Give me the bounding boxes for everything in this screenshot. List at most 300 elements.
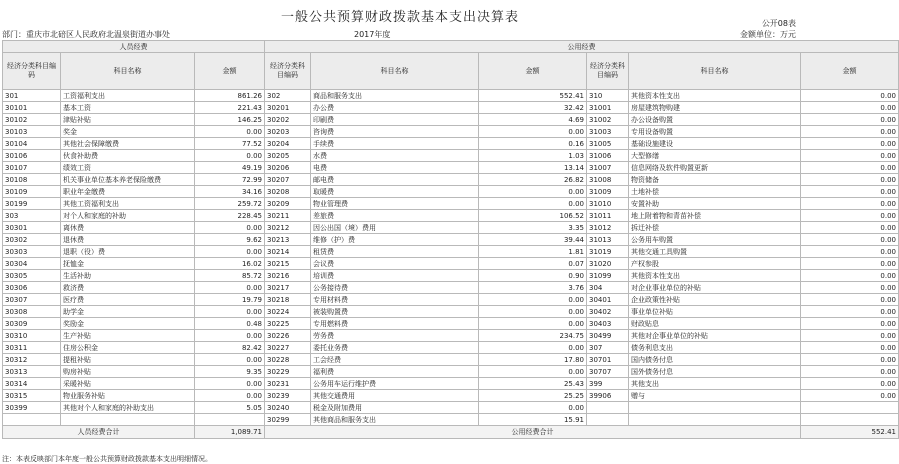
item-name: [61, 414, 195, 426]
item-code: 39906: [587, 390, 629, 402]
header-amount: 金额: [195, 53, 265, 90]
item-name: 租赁费: [311, 246, 479, 258]
item-code: 30202: [265, 114, 311, 126]
item-amount: 0.00: [479, 294, 587, 306]
item-amount: 0.00: [801, 294, 899, 306]
header-amount: 金额: [801, 53, 899, 90]
item-amount: 228.45: [195, 210, 265, 222]
personnel-total-label: 人员经费合计: [3, 426, 195, 439]
item-name: 邮电费: [311, 174, 479, 186]
item-code: 31003: [587, 126, 629, 138]
item-code: 30208: [265, 186, 311, 198]
item-amount: 0.00: [195, 330, 265, 342]
item-amount: 0.00: [195, 354, 265, 366]
item-code: 30399: [3, 402, 61, 414]
table-row: [3, 246, 899, 258]
item-amount: 0.00: [801, 282, 899, 294]
item-amount: 0.00: [801, 90, 899, 102]
item-code: 30206: [265, 162, 311, 174]
item-amount: 552.41: [479, 90, 587, 102]
item-amount: 0.00: [801, 366, 899, 378]
header-code: 经济分类科目编码: [265, 53, 311, 90]
item-code: 30401: [587, 294, 629, 306]
item-code: 30204: [265, 138, 311, 150]
item-code: 31012: [587, 222, 629, 234]
item-amount: 0.00: [801, 222, 899, 234]
item-amount: 259.72: [195, 198, 265, 210]
item-name: 委托业务费: [311, 342, 479, 354]
item-name: 其他资本性支出: [629, 270, 801, 282]
fiscal-year: 2017年度: [354, 30, 391, 39]
item-amount: 0.00: [479, 126, 587, 138]
item-name: 公务用车运行维护费: [311, 378, 479, 390]
item-amount: 0.00: [801, 390, 899, 402]
item-amount: 0.00: [195, 126, 265, 138]
table-row: [3, 186, 899, 198]
public-total-value: 552.41: [801, 426, 899, 439]
item-amount: [801, 402, 899, 414]
item-code: 30225: [265, 318, 311, 330]
item-name: 对企业事业单位的补贴: [629, 282, 801, 294]
item-code: 303: [3, 210, 61, 222]
table-row: [3, 210, 899, 222]
footnote: 注：本表反映部门本年度一般公共预算财政拨款基本支出明细情况。: [2, 455, 212, 463]
item-amount: 0.00: [479, 186, 587, 198]
item-code: 30239: [265, 390, 311, 402]
item-amount: 16.02: [195, 258, 265, 270]
item-amount: 4.69: [479, 114, 587, 126]
table-row: [3, 318, 899, 330]
item-code: 30303: [3, 246, 61, 258]
table-row: [3, 234, 899, 246]
item-code: [3, 414, 61, 426]
header-code: 经济分类科目编码: [3, 53, 61, 90]
item-code: 30228: [265, 354, 311, 366]
item-code: 30299: [265, 414, 311, 426]
item-code: 30209: [265, 198, 311, 210]
item-code: 30499: [587, 330, 629, 342]
item-amount: 0.07: [479, 258, 587, 270]
item-amount: 0.00: [801, 126, 899, 138]
item-code: 302: [265, 90, 311, 102]
item-code: [587, 414, 629, 426]
item-name: 安置补助: [629, 198, 801, 210]
item-code: 30305: [3, 270, 61, 282]
item-name: 咨询费: [311, 126, 479, 138]
expenditure-table: [2, 40, 899, 439]
item-amount: 19.79: [195, 294, 265, 306]
item-amount: 106.52: [479, 210, 587, 222]
item-name: 其他工资福利支出: [61, 198, 195, 210]
item-name: 税金及附加费用: [311, 402, 479, 414]
item-name: 办公设备购置: [629, 114, 801, 126]
table-row: [3, 90, 899, 102]
item-amount: 9.35: [195, 366, 265, 378]
item-code: 30314: [3, 378, 61, 390]
item-amount: 0.00: [801, 210, 899, 222]
item-amount: 13.14: [479, 162, 587, 174]
item-amount: 1.81: [479, 246, 587, 258]
item-name: 取暖费: [311, 186, 479, 198]
item-name: 债务利息支出: [629, 342, 801, 354]
item-name: 医疗费: [61, 294, 195, 306]
item-amount: 0.00: [801, 138, 899, 150]
item-code: 31020: [587, 258, 629, 270]
item-code: 31099: [587, 270, 629, 282]
item-code: 30308: [3, 306, 61, 318]
item-name: 因公出国（境）费用: [311, 222, 479, 234]
header-name: 科目名称: [311, 53, 479, 90]
item-code: 30402: [587, 306, 629, 318]
item-name: 助学金: [61, 306, 195, 318]
item-code: 31010: [587, 198, 629, 210]
item-code: 30231: [265, 378, 311, 390]
item-code: 30218: [265, 294, 311, 306]
section-header-row: [3, 41, 899, 53]
table-row: [3, 402, 899, 414]
item-code: [587, 402, 629, 414]
item-name: 企业政策性补贴: [629, 294, 801, 306]
item-name: 福利费: [311, 366, 479, 378]
item-amount: 0.16: [479, 138, 587, 150]
item-name: 奖励金: [61, 318, 195, 330]
table-row: [3, 342, 899, 354]
item-amount: 0.00: [801, 234, 899, 246]
item-code: 30403: [587, 318, 629, 330]
form-number: 公开08表: [761, 19, 796, 28]
item-amount: 15.91: [479, 414, 587, 426]
item-code: 30108: [3, 174, 61, 186]
item-amount: 0.00: [801, 114, 899, 126]
item-code: 301: [3, 90, 61, 102]
item-amount: 0.00: [479, 402, 587, 414]
item-name: 事业单位补贴: [629, 306, 801, 318]
item-name: 公务用车购置: [629, 234, 801, 246]
item-name: 其他商品和服务支出: [311, 414, 479, 426]
item-code: 30226: [265, 330, 311, 342]
item-amount: 39.44: [479, 234, 587, 246]
item-amount: 0.00: [479, 342, 587, 354]
item-amount: 0.90: [479, 270, 587, 282]
totals-row: [3, 426, 899, 439]
item-amount: 234.75: [479, 330, 587, 342]
item-name: 离休费: [61, 222, 195, 234]
table-row: [3, 126, 899, 138]
item-name: 被装购置费: [311, 306, 479, 318]
item-amount: 0.00: [195, 378, 265, 390]
item-name: 专用设备购置: [629, 126, 801, 138]
item-amount: 0.00: [195, 150, 265, 162]
item-amount: 0.00: [801, 318, 899, 330]
item-code: 30201: [265, 102, 311, 114]
item-amount: 0.00: [801, 186, 899, 198]
item-name: 公务接待费: [311, 282, 479, 294]
item-name: 生活补助: [61, 270, 195, 282]
item-code: 30213: [265, 234, 311, 246]
item-amount: 0.00: [801, 198, 899, 210]
item-name: 其他对企事业单位的补贴: [629, 330, 801, 342]
item-name: 信息网络及软件购置更新: [629, 162, 801, 174]
item-amount: 0.00: [801, 246, 899, 258]
table-row: [3, 294, 899, 306]
item-code: 30313: [3, 366, 61, 378]
item-name: 其他社会保障缴费: [61, 138, 195, 150]
item-amount: 26.82: [479, 174, 587, 186]
header-name: 科目名称: [61, 53, 195, 90]
item-name: 维修（护）费: [311, 234, 479, 246]
item-code: 30107: [3, 162, 61, 174]
personnel-total-value: 1,089.71: [195, 426, 265, 439]
item-amount: 221.43: [195, 102, 265, 114]
table-row: [3, 114, 899, 126]
table-row: [3, 366, 899, 378]
column-header-row: [3, 53, 899, 90]
item-name: 差旅费: [311, 210, 479, 222]
item-code: 30102: [3, 114, 61, 126]
item-name: 生产补贴: [61, 330, 195, 342]
item-amount: 0.00: [479, 198, 587, 210]
table-row: [3, 162, 899, 174]
section-personnel: 人员经费: [3, 41, 265, 53]
table-row: [3, 258, 899, 270]
item-name: 其他支出: [629, 378, 801, 390]
department-label: 部门：重庆市北碚区人民政府北温泉街道办事处: [2, 30, 170, 39]
item-name: 抚恤金: [61, 258, 195, 270]
table-row: [3, 306, 899, 318]
item-amount: 0.00: [801, 162, 899, 174]
item-amount: 0.00: [801, 174, 899, 186]
item-amount: 0.00: [801, 330, 899, 342]
item-name: 商品和服务支出: [311, 90, 479, 102]
item-amount: 861.26: [195, 90, 265, 102]
item-amount: 0.48: [195, 318, 265, 330]
item-code: 31007: [587, 162, 629, 174]
item-amount: 0.00: [801, 258, 899, 270]
table-title: 一般公共预算财政拨款基本支出决算表: [280, 10, 519, 25]
item-code: 30227: [265, 342, 311, 354]
item-code: 31013: [587, 234, 629, 246]
item-name: 津贴补贴: [61, 114, 195, 126]
table-row: [3, 102, 899, 114]
table-row: [3, 270, 899, 282]
item-name: 培训费: [311, 270, 479, 282]
item-amount: [801, 414, 899, 426]
item-amount: 25.43: [479, 378, 587, 390]
public-total-label: 公用经费合计: [265, 426, 801, 439]
item-name: 会议费: [311, 258, 479, 270]
item-name: 印刷费: [311, 114, 479, 126]
item-name: 国内债务付息: [629, 354, 801, 366]
item-name: 劳务费: [311, 330, 479, 342]
item-name: 绩效工资: [61, 162, 195, 174]
item-amount: 3.35: [479, 222, 587, 234]
item-code: 30101: [3, 102, 61, 114]
item-code: 30103: [3, 126, 61, 138]
item-name: 基本工资: [61, 102, 195, 114]
item-amount: 0.00: [479, 306, 587, 318]
item-code: 30214: [265, 246, 311, 258]
item-amount: 77.52: [195, 138, 265, 150]
item-amount: 0.00: [801, 342, 899, 354]
item-amount: 0.00: [479, 366, 587, 378]
item-amount: [195, 414, 265, 426]
item-name: 拆迁补偿: [629, 222, 801, 234]
item-code: 30199: [3, 198, 61, 210]
item-name: 房屋建筑物购建: [629, 102, 801, 114]
item-code: 30109: [3, 186, 61, 198]
table-row: [3, 150, 899, 162]
item-code: 30701: [587, 354, 629, 366]
item-code: 30212: [265, 222, 311, 234]
item-amount: 5.05: [195, 402, 265, 414]
item-name: 工资福利支出: [61, 90, 195, 102]
info-bar: [2, 29, 798, 40]
item-name: 物业服务补贴: [61, 390, 195, 402]
item-name: 地上附着物和青苗补偿: [629, 210, 801, 222]
item-code: 30211: [265, 210, 311, 222]
item-name: 电费: [311, 162, 479, 174]
item-name: 职业年金缴费: [61, 186, 195, 198]
item-code: 30205: [265, 150, 311, 162]
item-amount: 72.99: [195, 174, 265, 186]
item-name: 其他交通工具购置: [629, 246, 801, 258]
item-amount: 146.25: [195, 114, 265, 126]
table-row: [3, 390, 899, 402]
item-name: 大型修缮: [629, 150, 801, 162]
item-amount: 0.00: [195, 306, 265, 318]
item-name: 其他对个人和家庭的补助支出: [61, 402, 195, 414]
item-code: 30106: [3, 150, 61, 162]
item-amount: 85.72: [195, 270, 265, 282]
section-public: 公用经费: [265, 41, 899, 53]
item-name: 采暖补贴: [61, 378, 195, 390]
item-amount: 82.42: [195, 342, 265, 354]
item-code: 31006: [587, 150, 629, 162]
item-amount: 49.19: [195, 162, 265, 174]
item-code: 30310: [3, 330, 61, 342]
item-name: 产权参股: [629, 258, 801, 270]
item-code: 31008: [587, 174, 629, 186]
item-code: 307: [587, 342, 629, 354]
item-name: 专用燃料费: [311, 318, 479, 330]
item-code: 30229: [265, 366, 311, 378]
table-row: [3, 138, 899, 150]
table-row: [3, 222, 899, 234]
table-row: [3, 174, 899, 186]
item-name: 其他资本性支出: [629, 90, 801, 102]
item-amount: 17.80: [479, 354, 587, 366]
item-name: 提租补贴: [61, 354, 195, 366]
item-code: 30302: [3, 234, 61, 246]
item-code: 31005: [587, 138, 629, 150]
item-code: 30304: [3, 258, 61, 270]
amount-unit: 金额单位：万元: [740, 30, 796, 39]
item-code: 30104: [3, 138, 61, 150]
item-amount: 0.00: [801, 102, 899, 114]
item-amount: 0.00: [801, 378, 899, 390]
item-name: 购房补贴: [61, 366, 195, 378]
item-amount: 1.03: [479, 150, 587, 162]
item-name: 办公费: [311, 102, 479, 114]
item-name: 退职（役）费: [61, 246, 195, 258]
item-code: 30312: [3, 354, 61, 366]
table-body: [3, 90, 899, 426]
header-name: 科目名称: [629, 53, 801, 90]
item-amount: 0.00: [195, 390, 265, 402]
item-code: 31011: [587, 210, 629, 222]
item-name: 伙食补助费: [61, 150, 195, 162]
item-name: 对个人和家庭的补助: [61, 210, 195, 222]
item-code: 30207: [265, 174, 311, 186]
item-name: 专用材料费: [311, 294, 479, 306]
item-code: 30301: [3, 222, 61, 234]
header-amount: 金额: [479, 53, 587, 90]
table-row: [3, 354, 899, 366]
item-name: 工会经费: [311, 354, 479, 366]
item-name: [629, 402, 801, 414]
item-code: 30217: [265, 282, 311, 294]
item-name: 物业管理费: [311, 198, 479, 210]
item-name: 奖金: [61, 126, 195, 138]
table-row: [3, 198, 899, 210]
header-code: 经济分类科目编码: [587, 53, 629, 90]
table-row: [3, 330, 899, 342]
item-code: 30216: [265, 270, 311, 282]
item-code: 31001: [587, 102, 629, 114]
table-row: [3, 378, 899, 390]
item-name: 物资储备: [629, 174, 801, 186]
item-code: 30315: [3, 390, 61, 402]
item-amount: 34.16: [195, 186, 265, 198]
item-code: 30240: [265, 402, 311, 414]
item-code: 30215: [265, 258, 311, 270]
item-name: 救济费: [61, 282, 195, 294]
item-name: 国外债务付息: [629, 366, 801, 378]
table-row: [3, 282, 899, 294]
item-name: 水费: [311, 150, 479, 162]
item-code: 30306: [3, 282, 61, 294]
item-name: 机关事业单位基本养老保险缴费: [61, 174, 195, 186]
item-name: 住房公积金: [61, 342, 195, 354]
item-code: 30309: [3, 318, 61, 330]
item-code: 30707: [587, 366, 629, 378]
item-code: 31009: [587, 186, 629, 198]
item-code: 399: [587, 378, 629, 390]
item-code: 30307: [3, 294, 61, 306]
item-amount: 9.62: [195, 234, 265, 246]
item-amount: 32.42: [479, 102, 587, 114]
item-code: 310: [587, 90, 629, 102]
item-amount: 0.00: [801, 354, 899, 366]
item-amount: 0.00: [801, 306, 899, 318]
item-amount: 0.00: [195, 222, 265, 234]
item-code: 31002: [587, 114, 629, 126]
table-row: [3, 414, 899, 426]
item-name: 财政贴息: [629, 318, 801, 330]
item-amount: 0.00: [801, 150, 899, 162]
item-amount: 0.00: [195, 246, 265, 258]
item-code: 31019: [587, 246, 629, 258]
item-code: 30203: [265, 126, 311, 138]
item-code: 304: [587, 282, 629, 294]
item-name: 赠与: [629, 390, 801, 402]
item-name: 其他交通费用: [311, 390, 479, 402]
item-amount: 3.76: [479, 282, 587, 294]
item-amount: 0.00: [479, 318, 587, 330]
item-name: 土地补偿: [629, 186, 801, 198]
item-name: [629, 414, 801, 426]
item-amount: 25.25: [479, 390, 587, 402]
